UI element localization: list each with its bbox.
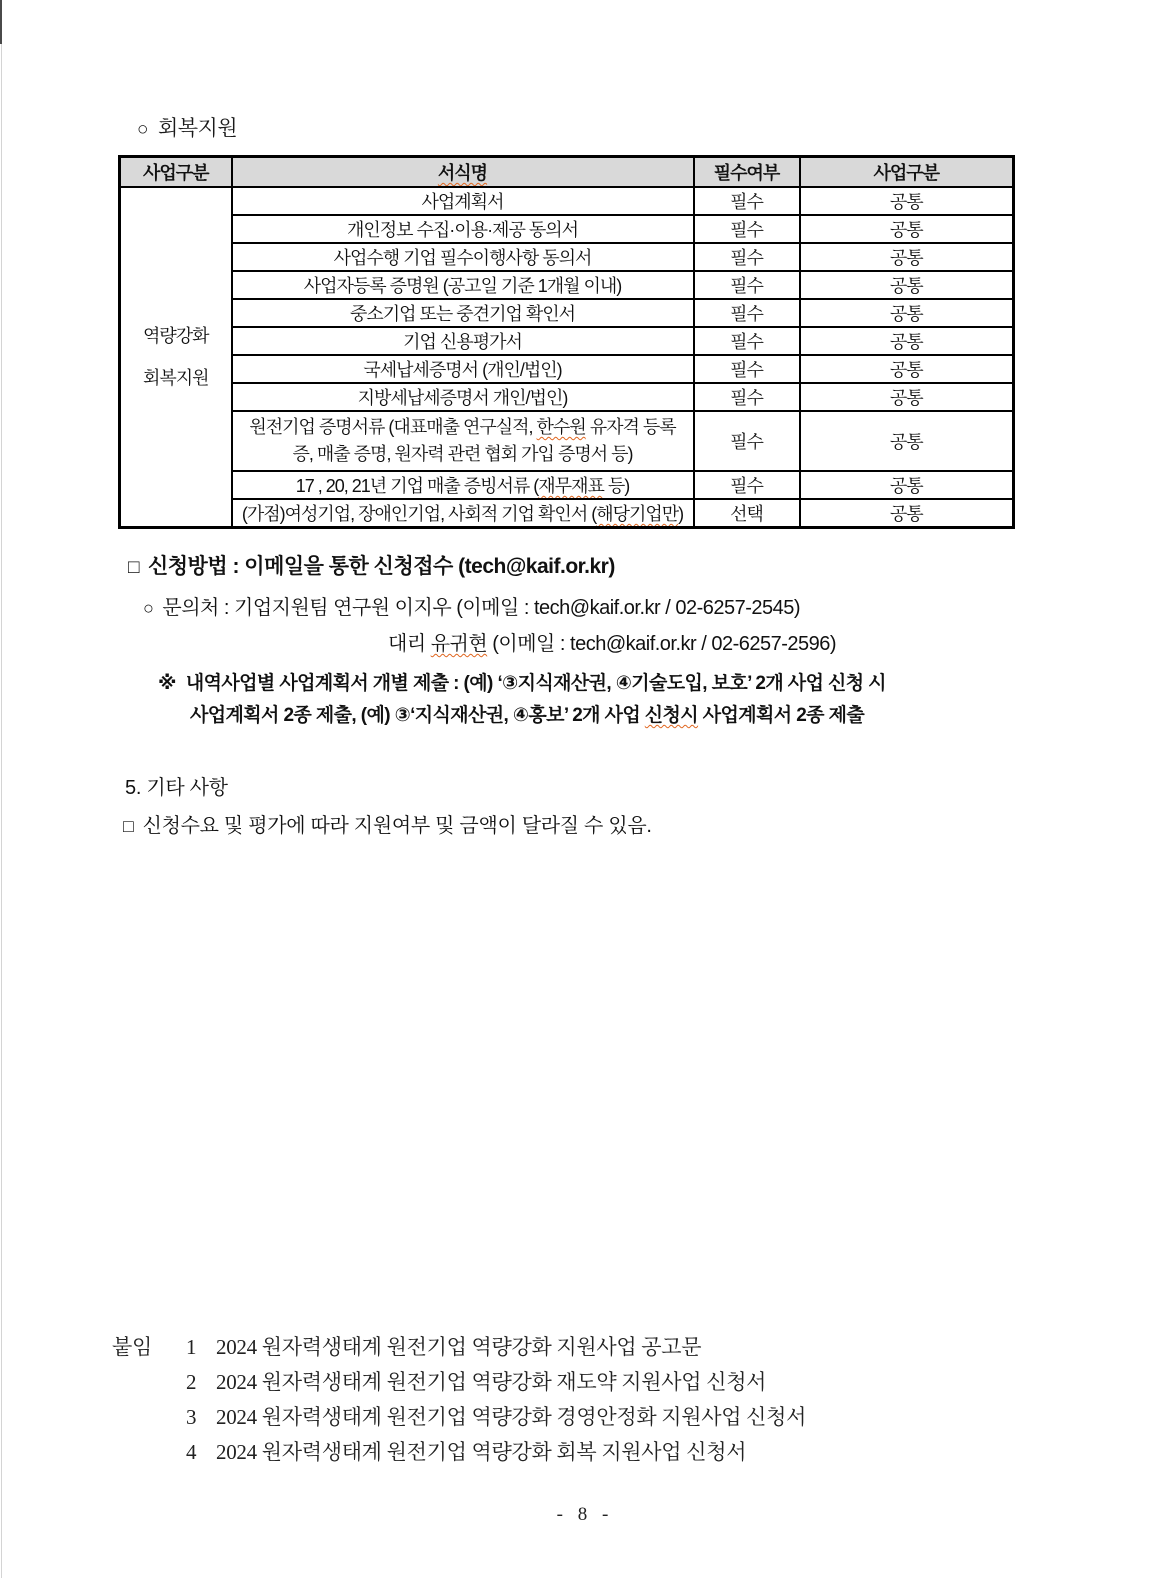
application-method-line bbox=[128, 550, 1170, 580]
category-cell: 공통 bbox=[800, 411, 1014, 471]
required-documents-table bbox=[118, 155, 1015, 529]
required-cell: 필수 bbox=[694, 271, 800, 299]
circle-bullet-icon: ○ bbox=[137, 119, 148, 140]
category-cell: 공통 bbox=[800, 499, 1014, 528]
required-cell: 필수 bbox=[694, 383, 800, 411]
application-method-text: 신청방법 : 이메일을 통한 신청접수 (tech@kaif.or.kr) bbox=[147, 555, 615, 578]
form-name-cell: 개인정보 수집·이용·제공 동의서 bbox=[232, 215, 694, 243]
attachment-line bbox=[112, 1400, 806, 1435]
attachment-line bbox=[112, 1435, 806, 1470]
section-title bbox=[137, 112, 1170, 142]
category-cell: 공통 bbox=[800, 215, 1014, 243]
table-row bbox=[120, 411, 1014, 471]
attachment-text: 2024 원자력생태계 원전기업 역량강화 경영안정화 지원사업 신청서 bbox=[216, 1405, 807, 1429]
category-merged-cell bbox=[120, 187, 232, 528]
table-row bbox=[120, 215, 1014, 243]
form-name-cell: 사업자등록 증명원 (공고일 기준 1개월 이내) bbox=[232, 271, 694, 299]
form-name-cell: 국세납세증명서 (개인/법인) bbox=[232, 355, 694, 383]
attachments-list bbox=[112, 1330, 806, 1470]
form-name-cell: 원전기업 증명서류 (대표매출 연구실적, 한수원 유자격 등록증, 매출 증명, 원자력 관련 협회 가입 증명서 등) bbox=[232, 411, 694, 471]
category-cell: 공통 bbox=[800, 383, 1014, 411]
required-cell: 필수 bbox=[694, 187, 800, 215]
reference-mark-icon: ※ bbox=[158, 673, 176, 694]
table-row bbox=[120, 383, 1014, 411]
scan-edge-artifact-top bbox=[0, 0, 2, 44]
attachment-number: 3 bbox=[186, 1405, 197, 1429]
col-header-business-category-2: 사업구분 bbox=[800, 157, 1014, 188]
attachment-line bbox=[112, 1365, 806, 1400]
attachment-number: 4 bbox=[186, 1440, 197, 1464]
note-line-1 bbox=[158, 668, 1170, 695]
form-name-cell: 기업 신용평가서 bbox=[232, 327, 694, 355]
form-name-cell: 중소기업 또는 중견기업 확인서 bbox=[232, 299, 694, 327]
category-cell: 공통 bbox=[800, 471, 1014, 499]
others-item-text: 신청수요 및 평가에 따라 지원여부 및 금액이 달라질 수 있음. bbox=[142, 815, 652, 837]
contact-1-text: 문의처 : 기업지원팀 연구원 이지우 (이메일 : tech@kaif.or.kr / 02-6257-2545) bbox=[162, 597, 801, 619]
required-cell: 필수 bbox=[694, 471, 800, 499]
attachments-label: 붙임 bbox=[112, 1335, 152, 1359]
attachment-number: 2 bbox=[186, 1370, 197, 1394]
required-cell: 필수 bbox=[694, 327, 800, 355]
contact-line-1 bbox=[143, 591, 1170, 620]
category-cell: 공통 bbox=[800, 355, 1014, 383]
category-line: 회복지원 bbox=[142, 368, 209, 388]
attachment-text: 2024 원자력생태계 원전기업 역량강화 지원사업 공고문 bbox=[216, 1335, 702, 1359]
attachment-line bbox=[112, 1330, 806, 1365]
table-row bbox=[120, 355, 1014, 383]
attachment-number: 1 bbox=[186, 1335, 197, 1359]
category-line: 역량강화 bbox=[142, 325, 209, 346]
category-cell: 공통 bbox=[800, 271, 1014, 299]
category-cell: 공통 bbox=[800, 243, 1014, 271]
required-cell: 필수 bbox=[694, 243, 800, 271]
category-cell: 공통 bbox=[800, 299, 1014, 327]
form-name-cell: 지방세납세증명서 개인/법인) bbox=[232, 383, 694, 411]
page-number: - 8 - bbox=[556, 1504, 614, 1525]
table-header-row bbox=[120, 157, 1014, 188]
attachment-text: 2024 원자력생태계 원전기업 역량강화 재도약 지원사업 신청서 bbox=[216, 1370, 767, 1394]
others-item-line bbox=[123, 809, 1170, 838]
category-cell: 공통 bbox=[800, 327, 1014, 355]
attachment-text: 2024 원자력생태계 원전기업 역량강화 회복 지원사업 신청서 bbox=[216, 1440, 747, 1464]
col-header-required: 필수여부 bbox=[694, 157, 800, 188]
others-section-heading: 5. 기타 사항 bbox=[125, 777, 228, 799]
form-name-cell: 사업수행 기업 필수이행사항 동의서 bbox=[232, 243, 694, 271]
section-title-text: 회복지원 bbox=[157, 117, 238, 140]
category-cell: 공통 bbox=[800, 187, 1014, 215]
required-cell: 필수 bbox=[694, 355, 800, 383]
required-cell: 선택 bbox=[694, 499, 800, 528]
form-name-cell: 사업계획서 bbox=[232, 187, 694, 215]
note-1-text: 내역사업별 사업계획서 개별 제출 : (예) ‘③지식재산권, ④기술도입, 보호’ 2개 사업 신청 시 bbox=[185, 673, 886, 694]
table-row bbox=[120, 499, 1014, 528]
table-row bbox=[120, 299, 1014, 327]
table-row bbox=[120, 187, 1014, 215]
form-name-cell: (가점)여성기업, 장애인기업, 사회적 기업 확인서 (해당기업만) bbox=[232, 499, 694, 528]
table-row bbox=[120, 243, 1014, 271]
table-row bbox=[120, 327, 1014, 355]
note-line-2: 사업계획서 2종 제출, (예) ③‘지식재산권, ④홍보’ 2개 사업 신청시 사업계획서 2종 제출 bbox=[190, 705, 865, 726]
contact-line-2: 대리 유귀현 (이메일 : tech@kaif.or.kr / 02-6257-2596) bbox=[388, 633, 837, 655]
required-cell: 필수 bbox=[694, 299, 800, 327]
table-row bbox=[120, 271, 1014, 299]
circle-bullet-icon: ○ bbox=[143, 598, 154, 618]
table-row bbox=[120, 471, 1014, 499]
form-name-cell: 17 , 20, 21년 기업 매출 증빙서류 (재무재표 등) bbox=[232, 471, 694, 499]
scan-edge-artifact bbox=[1, 0, 2, 1578]
col-header-form-name: 서식명 bbox=[232, 157, 694, 188]
square-bullet-icon: □ bbox=[123, 816, 134, 836]
required-cell: 필수 bbox=[694, 215, 800, 243]
square-bullet-icon: □ bbox=[128, 557, 139, 578]
required-cell: 필수 bbox=[694, 411, 800, 471]
col-header-business-category: 사업구분 bbox=[120, 157, 232, 188]
